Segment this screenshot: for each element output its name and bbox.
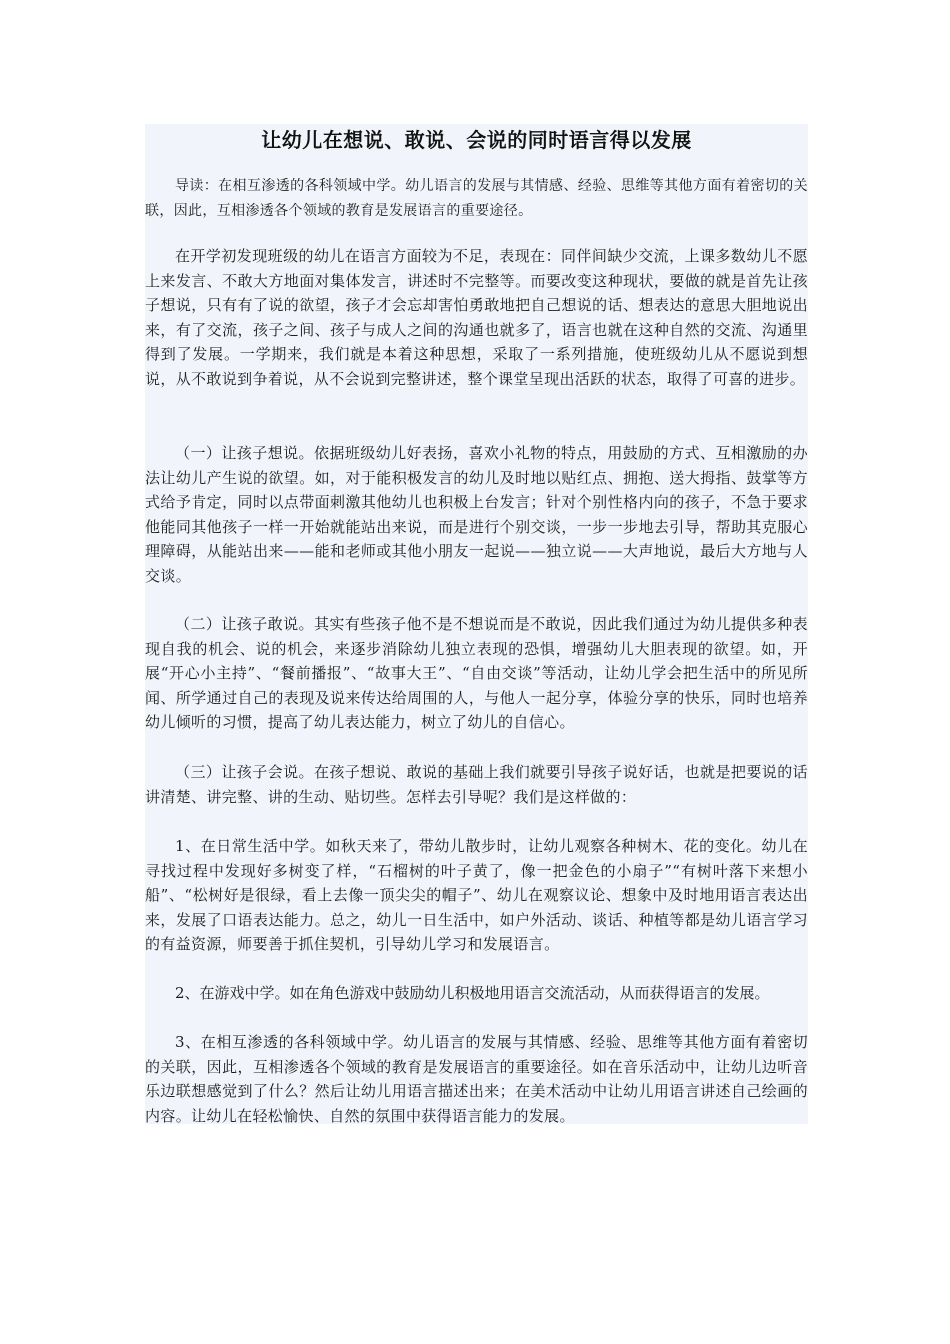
paragraph-section-3: （三）让孩子会说。在孩子想说、敢说的基础上我们就要引导孩子说好话，也就是把要说的话讲清楚、讲完整、讲的生动、贴切些。怎样去引导呢？我们是这样做的： [145,763,808,806]
paragraph-method-3: 3、在相互渗透的各科领域中学。幼儿语言的发展与其情感、经验、思维等其他方面有着密切的关联，因此，互相渗透各个领域的教育是发展语言的重要途径。如在音乐活动中，让幼儿边听音乐边联想感觉到了什么？然后让幼儿用语言描述出来；在美术活动中让幼儿用语言讲述自己绘画的内容。让幼儿在轻松愉快、自然的氛围中获得语言能力的发展。 [145,1033,808,1125]
paragraph-method-2: 2、在游戏中学。如在角色游戏中鼓励幼儿积极地用语言交流活动，从而获得语言的发展。 [175,984,770,1002]
article-title: 让幼儿在想说、敢说、会说的同时语言得以发展 [261,128,692,152]
article [145,124,808,1124]
paragraph-1: 在开学初发现班级的幼儿在语言方面较为不足，表现在：同伴间缺少交流，上课多数幼儿不愿上来发言、不敢大方地面对集体发言，讲述时不完整等。而要改变这种现状，要做的就是首先让孩子想说，只有有了说的欲望，孩子才会忘却害怕勇敢地把自己想说的话、想表达的意思大胆地说出来，有了交流，孩子之间、孩子与成人之间的沟通也就多了，语言也就在这种自然的交流、沟通里得到了发展。一学期来，我们就是本着这种思想，采取了一系列措施，使班级幼儿从不愿说到想说，从不敢说到争着说，从不会说到完整讲述，整个课堂呈现出活跃的状态，取得了可喜的进步。 [145,247,808,388]
intro-paragraph: 导读：在相互渗透的各科领域中学。幼儿语言的发展与其情感、经验、思维等其他方面有着密切的关联，因此，互相渗透各个领域的教育是发展语言的重要途径。 [145,178,808,219]
paragraph-section-2: （二）让孩子敢说。其实有些孩子他不是不想说而是不敢说，因此我们通过为幼儿提供多种表现自我的机会、说的机会，来逐步消除幼儿独立表现的恐惧，增强幼儿大胆表现的欲望。如，开展“开心小主持”、“餐前播报”、“故事大王”、“自由交谈”等活动，让幼儿学会把生活中的所见所闻、所学通过自己的表现及说来传达给周围的人，与他人一起分享，体验分享的快乐，同时也培养幼儿倾听的习惯，提高了幼儿表达能力，树立了幼儿的自信心。 [145,615,808,732]
paragraph-method-1: 1、在日常生活中学。如秋天来了，带幼儿散步时，让幼儿观察各种树木、花的变化。幼儿在寻找过程中发现好多树变了样，“石榴树的叶子黄了，像一把金色的小扇子”“有树叶落下来想小船”、“松树好是很绿，看上去像一顶尖尖的帽子”、幼儿在观察议论、想象中及时地用语言表达出来，发展了口语表达能力。总之，幼儿一日生活中，如户外活动、谈话、种植等都是幼儿语言学习的有益资源，师要善于抓住契机，引导幼儿学习和发展语言。 [145,837,808,954]
paragraph-section-1: （一）让孩子想说。依据班级幼儿好表扬，喜欢小礼物的特点，用鼓励的方式、互相激励的办法让幼儿产生说的欲望。如，对于能积极发言的幼儿及时地以贴红点、拥抱、送大拇指、鼓掌等方式给予肯定，同时以点带面刺激其他幼儿也积极上台发言；针对个别性格内向的孩子，不急于要求他能同其他孩子一样一开始就能站出来说，而是进行个别交谈，一步一步地去引导，帮助其克服心理障碍，从能站出来——能和老师或其他小朋友一起说——独立说——大声地说，最后大方地与人交谈。 [145,444,808,585]
